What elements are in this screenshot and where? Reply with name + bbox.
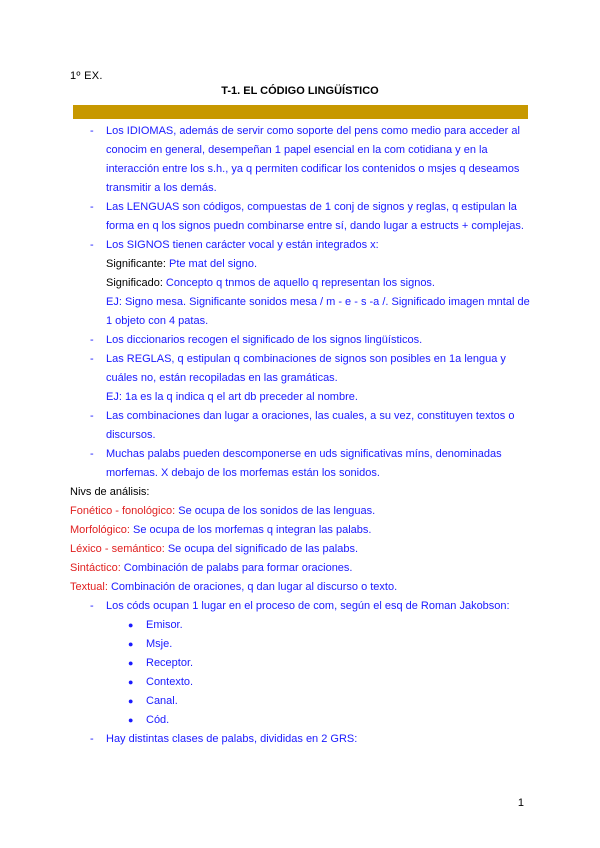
level-line (70, 540, 532, 559)
item-text: Los IDIOMAS, además de servir como soporte del pens como medio para acceder al conocim en general, desempeñan 1 papel esencial en la com cotidiana y en la interacción entre los s.h., ya q permiten codificar los contenidos o msjes q deseamos transmitir a los demás. (106, 125, 520, 194)
item-text: Las LENGUAS son códigos, compuestas de 1 conj de signos y reglas, q estipulan la forma en q los signos puedn combinarse entre sí, dando lugar a estructs + complejas. (106, 201, 524, 232)
bullet-item (128, 654, 532, 673)
level-label: Textual: (70, 581, 108, 593)
page-number: 1 (517, 797, 524, 809)
item-text: Los SIGNOS tienen carácter vocal y están integrados x: (106, 239, 379, 251)
item-text: Los diccionarios recogen el significado de los signos lingüísticos. (106, 334, 423, 346)
bullet-text: Receptor. (146, 657, 194, 669)
bullet-item (128, 711, 532, 730)
list-item (70, 236, 532, 255)
example-label: EJ (106, 391, 119, 403)
bullet-item (128, 635, 532, 654)
list-item (70, 597, 532, 616)
course-label: 1º EX. (70, 70, 103, 82)
significante-line (70, 255, 532, 274)
bullet-dot-icon: ● (128, 658, 134, 668)
bullet-dot-icon: ● (128, 677, 134, 687)
title-highlight-bar (73, 105, 528, 119)
bullet-text: Cód. (146, 714, 170, 726)
dash-marker: - (90, 353, 94, 365)
document-body (70, 122, 532, 749)
level-label: Morfológico: (70, 524, 130, 536)
dash-marker: - (90, 733, 94, 745)
level-line (70, 502, 532, 521)
example-text: : Signo mesa. Significante sonidos mesa / m - e - s -a /. Significado imagen mntal de 1 objeto con 4 patas. (106, 296, 530, 327)
list-item (70, 445, 532, 483)
item-text: Hay distintas clases de palabs, divididas en 2 GRS: (106, 733, 358, 745)
list-item (70, 407, 532, 445)
bullet-dot-icon: ● (128, 639, 134, 649)
list-item (70, 122, 532, 198)
item-text: Los códs ocupan 1 lugar en el proceso de com, según el esq de Roman Jakobson: (106, 600, 510, 612)
list-item (70, 331, 532, 350)
level-line (70, 521, 532, 540)
example-text: : 1a es la q indica q el art db preceder al nombre. (118, 391, 358, 403)
communication-elements-list (70, 616, 532, 730)
level-line (70, 559, 532, 578)
item-text: Muchas palabs pueden descomponerse en uds significativas míns, denominadas morfemas. X debajo de los morfemas están los sonidos. (106, 448, 502, 479)
significado-line (70, 274, 532, 293)
bullet-item (128, 692, 532, 711)
list-item (70, 730, 532, 749)
item-text: Las combinaciones dan lugar a oraciones, las cuales, a su vez, constituyen textos o discursos. (106, 410, 515, 441)
item-text: Las REGLAS, q estipulan q combinaciones de signos son posibles en 1a lengua y cuáles no, están recopiladas en las gramáticas. (106, 353, 506, 384)
page-title: T-1. EL CÓDIGO LINGÜÍSTICO (221, 85, 379, 97)
bullet-text: Emisor. (146, 619, 183, 631)
list-item (70, 350, 532, 388)
significado-label: Significado: (106, 277, 163, 289)
levels-heading: Nivs de análisis: (70, 486, 150, 498)
dash-marker: - (90, 239, 94, 251)
significado-text: Concepto q tnmos de aquello q representan los signos. (162, 277, 435, 289)
dash-marker: - (90, 125, 94, 137)
level-text: Combinación de oraciones, q dan lugar al discurso o texto. (107, 581, 398, 593)
significante-text: Pte mat del signo. (165, 258, 258, 270)
significante-label: Significante: (106, 258, 166, 270)
level-line (70, 578, 532, 597)
bullet-dot-icon: ● (128, 620, 134, 630)
level-text: Se ocupa de los morfemas q integran las palabs. (129, 524, 372, 536)
level-text: Se ocupa de los sonidos de las lenguas. (175, 505, 376, 517)
bullet-item (128, 616, 532, 635)
level-label: Fonético - fonológico: (70, 505, 176, 517)
bullet-dot-icon: ● (128, 696, 134, 706)
bullet-dot-icon: ● (128, 715, 134, 725)
level-label: Sintáctico: (70, 562, 121, 574)
example-line (70, 293, 532, 331)
level-text: Combinación de palabs para formar oraciones. (120, 562, 353, 574)
dash-marker: - (90, 410, 94, 422)
bullet-text: Canal. (146, 695, 178, 707)
bullet-text: Contexto. (146, 676, 194, 688)
dash-marker: - (90, 600, 94, 612)
level-text: Se ocupa del significado de las palabs. (164, 543, 359, 555)
bullet-text: Msje. (146, 638, 173, 650)
dash-marker: - (90, 448, 94, 460)
level-label: Léxico - semántico: (70, 543, 165, 555)
list-item (70, 198, 532, 236)
bullet-item (128, 673, 532, 692)
dash-marker: - (90, 201, 94, 213)
dash-marker: - (90, 334, 94, 346)
example-label: EJ (106, 296, 119, 308)
example-line (70, 388, 532, 407)
